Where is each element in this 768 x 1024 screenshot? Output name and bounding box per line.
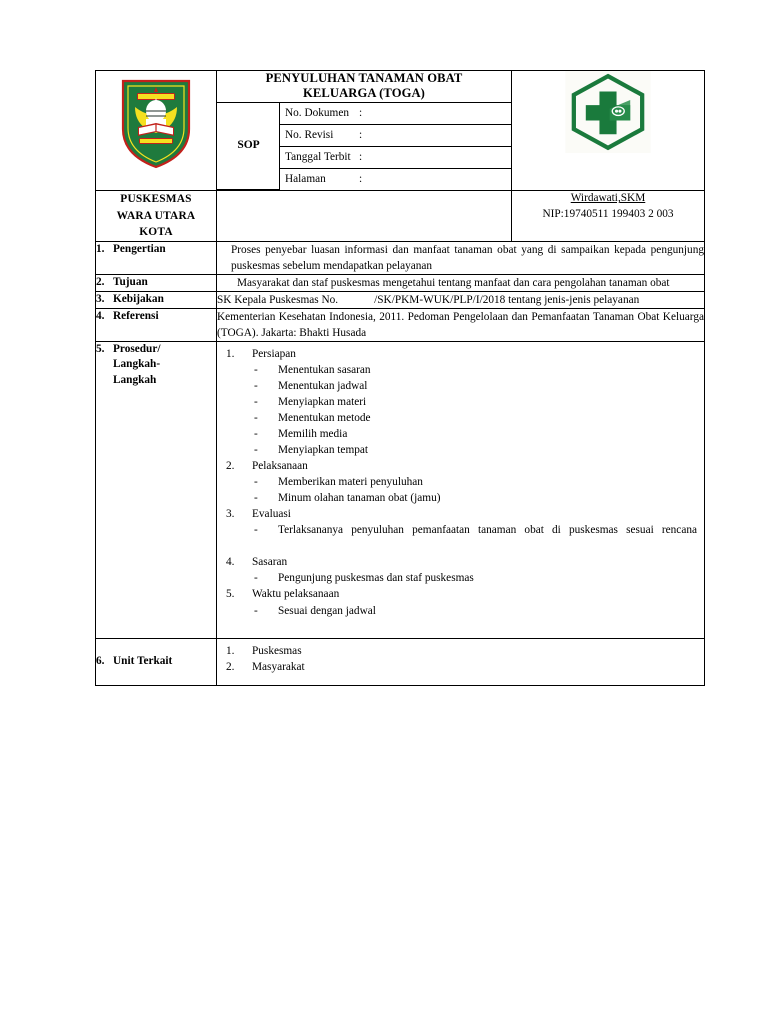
section-row-kebijakan bbox=[96, 291, 705, 308]
section-label-referensi bbox=[96, 308, 217, 341]
procedure-subitem-text: Terlaksananya penyuluhan pemanfaatan tanaman obat di puskesmas sesuai rencana bbox=[278, 524, 697, 537]
section-number-tujuan: 2. bbox=[96, 275, 105, 288]
section-number-pengertian: 1. bbox=[96, 242, 105, 255]
dash-marker-icon: - bbox=[254, 380, 258, 393]
unit-terkait-item-text: Masyarakat bbox=[252, 660, 305, 673]
section-number-unit-terkait: 6. bbox=[96, 655, 105, 668]
unit-terkait-item-number: 1. bbox=[226, 645, 235, 657]
sop-document-table bbox=[95, 70, 705, 686]
signature-block bbox=[512, 191, 705, 242]
procedure-subitem bbox=[226, 410, 697, 426]
section-label-tujuan bbox=[96, 274, 217, 291]
prosedur-label-line1: Prosedur/ bbox=[113, 343, 161, 355]
procedure-subitem bbox=[226, 362, 697, 378]
procedure-step-title: Evaluasi bbox=[252, 508, 291, 521]
sop-label: SOP bbox=[217, 103, 280, 190]
procedure-step-title: Persiapan bbox=[252, 348, 296, 360]
signature-name: Wirdawati,SKM bbox=[570, 192, 646, 205]
unit-terkait-list bbox=[217, 639, 704, 685]
procedure-subitem-text: Menentukan jadwal bbox=[278, 380, 368, 393]
procedure-subitem-text: Memberikan materi penyuluhan bbox=[278, 476, 423, 489]
procedure-step-title: Waktu pelaksanaan bbox=[252, 588, 340, 601]
sop-field-row-no-dokumen bbox=[217, 103, 511, 125]
section-title-prosedur bbox=[113, 342, 161, 388]
dash-marker-icon: - bbox=[254, 492, 258, 505]
lambang-daerah-logo bbox=[113, 71, 199, 171]
organization-name bbox=[96, 191, 217, 242]
organization-name-line1: PUSKESMAS bbox=[120, 193, 192, 206]
procedure-subitem-text: Menentukan sasaran bbox=[278, 364, 371, 377]
procedure-step-number: 1. bbox=[226, 348, 235, 360]
section-row-unit-terkait bbox=[96, 639, 705, 686]
document-title bbox=[217, 71, 512, 103]
procedure-step bbox=[226, 586, 697, 602]
section-number-prosedur: 5. bbox=[96, 343, 105, 355]
procedure-subitem bbox=[226, 522, 697, 554]
procedure-step-number: 4. bbox=[226, 556, 235, 569]
section-number-kebijakan: 3. bbox=[96, 292, 105, 305]
procedure-subitem bbox=[226, 426, 697, 442]
organization-blank-cell bbox=[217, 191, 512, 242]
procedure-step bbox=[226, 554, 697, 570]
procedure-subitem-text: Minum olahan tanaman obat (jamu) bbox=[278, 492, 441, 505]
organization-name-line3: KOTA bbox=[139, 226, 173, 239]
header-row bbox=[96, 71, 705, 103]
section-content-kebijakan bbox=[217, 291, 705, 308]
sop-field-tanggal-terbit-label: Tanggal Terbit bbox=[285, 150, 351, 163]
procedure-subitem-text: Menentukan metode bbox=[278, 412, 371, 425]
procedure-step bbox=[226, 458, 697, 474]
prosedur-label-line3: Langkah bbox=[113, 373, 157, 386]
section-row-prosedur bbox=[96, 342, 705, 639]
section-row-tujuan bbox=[96, 274, 705, 291]
procedure-step bbox=[226, 506, 697, 522]
section-label-pengertian bbox=[96, 241, 217, 274]
unit-terkait-item bbox=[226, 660, 697, 676]
right-logo-cell bbox=[512, 71, 705, 191]
dash-marker-icon: - bbox=[254, 396, 258, 409]
dash-marker-icon: - bbox=[254, 428, 258, 441]
procedure-subitem bbox=[226, 378, 697, 394]
sop-field-no-revisi bbox=[280, 124, 512, 146]
section-title-kebijakan: Kebijakan bbox=[113, 292, 164, 305]
left-logo-cell bbox=[96, 71, 217, 191]
section-title-unit-terkait: Unit Terkait bbox=[113, 655, 173, 668]
section-row-pengertian bbox=[96, 241, 705, 274]
dash-marker-icon: - bbox=[254, 364, 258, 377]
procedure-subitem bbox=[226, 474, 697, 490]
section-row-referensi bbox=[96, 308, 705, 341]
procedure-subitem bbox=[226, 442, 697, 458]
section-title-referensi: Referensi bbox=[113, 309, 159, 322]
procedure-step-title: Sasaran bbox=[252, 556, 288, 569]
sop-fields-table bbox=[217, 103, 511, 191]
kebijakan-text-part2: /SK/PKM-WUK/PLP/I/2018 tentang jenis-jenis pelayanan bbox=[374, 293, 640, 306]
section-label-kebijakan bbox=[96, 291, 217, 308]
section-title-tujuan: Tujuan bbox=[113, 275, 148, 288]
procedure-step bbox=[226, 346, 697, 362]
section-number-referensi: 4. bbox=[96, 309, 105, 322]
dash-marker-icon: - bbox=[254, 444, 258, 457]
document-title-line1: PENYULUHAN TANAMAN OBAT bbox=[265, 71, 463, 85]
procedure-subitem bbox=[226, 490, 697, 506]
sop-field-tanggal-terbit bbox=[280, 146, 512, 168]
section-label-unit-terkait bbox=[96, 639, 217, 686]
puskesmas-logo bbox=[565, 71, 651, 153]
sop-field-no-revisi-colon: : bbox=[359, 128, 363, 141]
section-title-pengertian: Pengertian bbox=[113, 242, 166, 255]
section-content-prosedur bbox=[217, 342, 705, 639]
dash-marker-icon: - bbox=[254, 604, 258, 617]
procedure-subitem-text: Pengunjung puskesmas dan staf puskesmas bbox=[278, 572, 474, 585]
procedure-subitem-text: Menyiapkan materi bbox=[278, 396, 367, 409]
sop-field-no-revisi-label: No. Revisi bbox=[285, 128, 334, 141]
sop-field-no-dokumen-label: No. Dokumen bbox=[285, 106, 350, 119]
dash-marker-icon: - bbox=[254, 476, 258, 489]
procedure-step-number: 5. bbox=[226, 588, 235, 601]
signature-nip: NIP:19740511 199403 2 003 bbox=[542, 208, 674, 221]
organization-signature-row bbox=[96, 191, 705, 242]
procedure-step-number: 3. bbox=[226, 508, 235, 521]
sop-field-halaman-label: Halaman bbox=[285, 172, 326, 185]
procedure-subitem bbox=[226, 603, 697, 619]
section-content-pengertian: Proses penyebar luasan informasi dan manfaat tanaman obat yang di sampaikan kepada pengunjung puskesmas sebelum mendapatkan pelayanan bbox=[217, 241, 705, 274]
procedure-step-number: 2. bbox=[226, 460, 235, 473]
procedure-step-title: Pelaksanaan bbox=[252, 460, 308, 473]
sop-field-halaman-colon: : bbox=[359, 172, 363, 185]
document-title-line2: KELUARGA (TOGA) bbox=[303, 86, 425, 101]
kebijakan-text-part1: SK Kepala Puskesmas No. bbox=[217, 293, 339, 306]
unit-terkait-item bbox=[226, 644, 697, 660]
procedure-subitem-text: Memilih media bbox=[278, 428, 348, 441]
unit-terkait-item-number: 2. bbox=[226, 660, 235, 673]
sop-field-no-dokumen bbox=[280, 103, 512, 125]
sop-fields-cell bbox=[217, 102, 512, 191]
section-content-unit-terkait bbox=[217, 639, 705, 686]
section-label-prosedur bbox=[96, 342, 217, 639]
procedure-subitem bbox=[226, 570, 697, 586]
procedure-list bbox=[217, 342, 704, 638]
sop-field-halaman bbox=[280, 168, 512, 190]
section-content-referensi: Kementerian Kesehatan Indonesia, 2011. Pedoman Pengelolaan dan Pemanfaatan Tanaman Obat Keluarga (TOGA). Jakarta: Bhakti Husada bbox=[217, 308, 705, 341]
sop-field-no-dokumen-colon: : bbox=[359, 106, 363, 119]
dash-marker-icon: - bbox=[254, 572, 258, 585]
prosedur-label-line2: Langkah- bbox=[113, 358, 161, 371]
procedure-subitem bbox=[226, 394, 697, 410]
section-content-tujuan: Masyarakat dan staf puskesmas mengetahui tentang manfaat dan cara pengolahan tanaman obat bbox=[217, 274, 705, 291]
organization-name-line2: WARA UTARA bbox=[116, 209, 196, 222]
unit-terkait-item-text: Puskesmas bbox=[252, 645, 302, 657]
sop-field-tanggal-terbit-colon: : bbox=[359, 150, 363, 163]
dash-marker-icon: - bbox=[254, 412, 258, 425]
procedure-subitem-text: Sesuai dengan jadwal bbox=[278, 604, 376, 617]
procedure-subitem-text: Menyiapkan tempat bbox=[278, 444, 369, 457]
dash-marker-icon: - bbox=[254, 524, 258, 537]
